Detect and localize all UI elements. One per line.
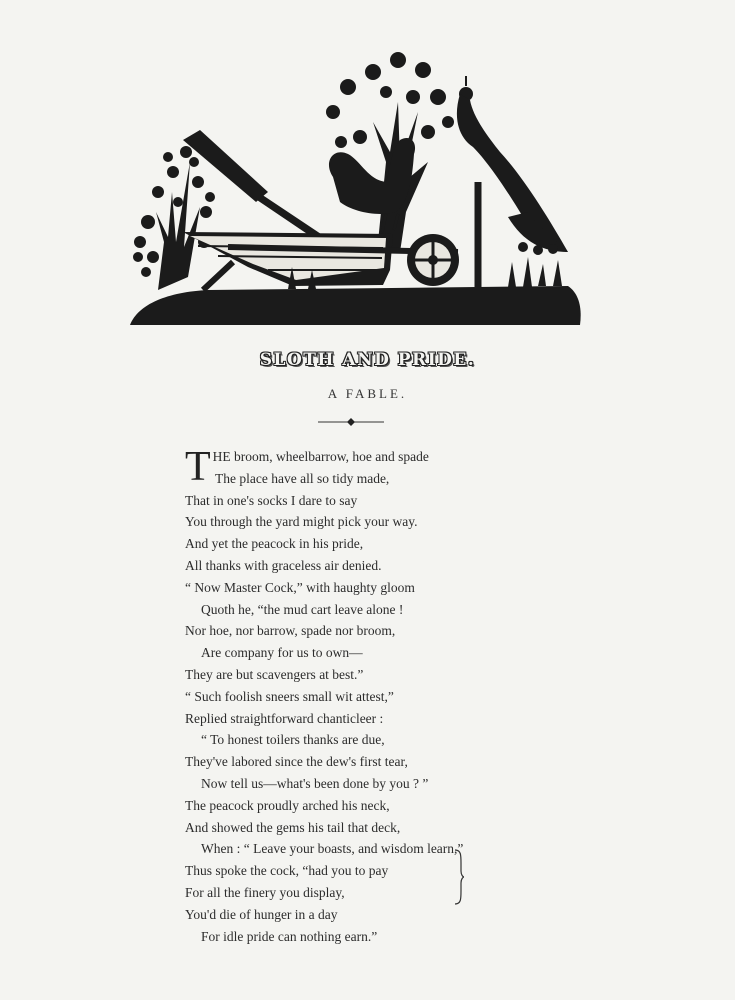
page-title: SLOTH AND PRIDE.: [259, 350, 476, 370]
wheelbarrow: [183, 232, 459, 290]
poem-line: All thanks with graceless air denied.: [185, 557, 382, 573]
poem-line: The peacock proudly arched his neck,: [185, 797, 390, 813]
bush-left: [133, 146, 215, 290]
poem-line: You'd die of hunger in a day: [185, 906, 338, 922]
tree: [326, 52, 454, 252]
poem-line: “ To honest toilers thanks are due,: [201, 732, 385, 748]
poem-line: And showed the gems his tail that deck,: [185, 819, 401, 835]
poem-line: “ Now Master Cock,” with haughty gloom: [185, 579, 415, 595]
page-subtitle: A FABLE.: [327, 386, 408, 401]
poem-line: For idle pride can nothing earn.”: [201, 928, 378, 944]
poem-line: When : “ Leave your boasts, and wisdom learn,”: [201, 841, 464, 857]
poem-line: Nor hoe, nor barrow, spade nor broom,: [185, 623, 396, 639]
peacock: [457, 76, 568, 287]
broom: [183, 130, 333, 248]
poem-line: For all the finery you display,: [185, 884, 345, 900]
poem-line: Now tell us—what's been done by you ? ”: [201, 775, 429, 791]
poem-line: You through the yard might pick your way.: [185, 514, 418, 530]
poem-line: And yet the peacock in his pride,: [185, 536, 364, 552]
brace-mark: [453, 849, 465, 905]
poem-line: “ Such foolish sneers small wit attest,”: [185, 688, 394, 704]
poem-line-text: HE broom, wheelbarrow, hoe and spade: [212, 449, 429, 464]
poem-line: The place have all so tidy made,: [215, 470, 390, 486]
poem-line: They've labored since the dew's first tear,: [185, 754, 408, 770]
poem-line: They are but scavengers at best.”: [185, 666, 364, 682]
poem-line: Are company for us to own—: [201, 645, 363, 661]
poem-line: Replied straightforward chanticleer :: [185, 710, 384, 726]
poem: [185, 446, 545, 947]
poem-line: That in one's socks I dare to say: [185, 492, 358, 508]
drop-cap: T: [185, 444, 211, 490]
poem-line: Quoth he, “the mud cart leave alone !: [201, 601, 404, 617]
silhouette-illustration: [128, 42, 583, 328]
ornament-divider: [318, 417, 384, 427]
poem-line: Thus spoke the cock, “had you to pay: [185, 863, 389, 879]
